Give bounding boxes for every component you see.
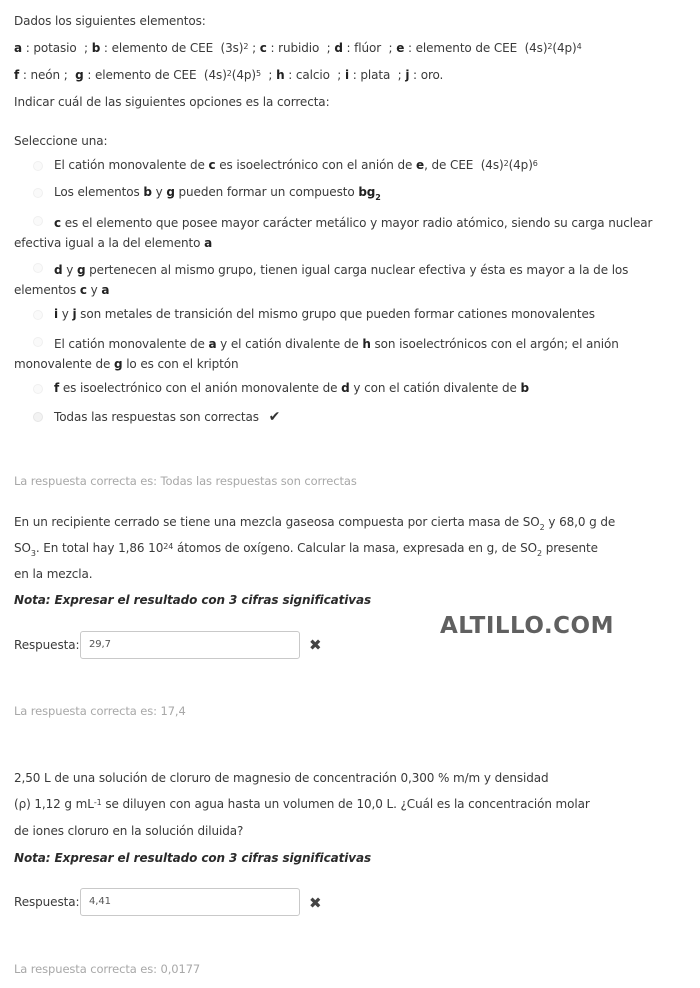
option-5[interactable]: i y j son metales de transición del mismo grupo que pueden formar cationes monovalentes <box>54 307 595 321</box>
option-1[interactable]: El catión monovalente de c es isoelectrónico con el anión de e, de CEE $(4s)^2(4p)^6$ <box>54 158 538 172</box>
q2-text-line-1: En un recipiente cerrado se tiene una mezcla gaseosa compuesta por cierta masa de $SO_2$ y 68,0 g de <box>14 515 616 532</box>
option-4[interactable]: d y g pertenecen al mismo grupo, tienen igual carga nuclear efectiva y ésta es mayor a la de los elementos c y a <box>14 263 629 297</box>
q2-text-line-3: en la mezcla. <box>14 567 93 581</box>
option-7[interactable]: f es isoelectrónico con el anión monovalente de d y con el catión divalente de b <box>54 381 529 395</box>
option-radio-5[interactable] <box>33 310 43 320</box>
q3-text-line-1: 2,50 L de una solución de cloruro de magnesio de concentración 0,300 % m/m y densidad <box>14 771 549 785</box>
incorrect-icon: ✖ <box>309 636 322 654</box>
q3-nota: Nota: Expresar el resultado con 3 cifras significativas <box>14 851 371 865</box>
incorrect-icon: ✖ <box>309 894 322 912</box>
q3-correct-answer: La respuesta correcta es: 0,0177 <box>14 962 201 976</box>
option-8-label: Todas las respuestas son correctas <box>54 410 259 424</box>
q1-instruction: Indicar cuál de las siguientes opciones es la correcta: <box>14 95 330 109</box>
q2-correct-answer: La respuesta correcta es: 17,4 <box>14 704 186 718</box>
q3-answer-input[interactable]: 4,41 <box>80 888 300 916</box>
q1-select-label: Seleccione una: <box>14 134 108 148</box>
option-2[interactable]: Los elementos b y g pueden formar un compuesto $bg_2$ <box>54 185 381 202</box>
q2-answer-input[interactable]: 29,7 <box>80 631 300 659</box>
q1-correct-answer: La respuesta correcta es: Todas las respuestas son correctas <box>14 474 357 488</box>
q3-text-line-2: (ρ) 1,12 g $mL^{-1}$ se diluyen con agua hasta un volumen de 10,0 L. ¿Cuál es la concentración molar <box>14 797 590 811</box>
option-6[interactable]: El catión monovalente de a y el catión divalente de h son isoelectrónicos con el argón; el anión monovalente de g lo es con el kriptón <box>14 337 619 371</box>
q1-intro: Dados los siguientes elementos: <box>14 14 206 28</box>
q3-text-line-3: de iones cloruro en la solución diluida? <box>14 824 244 838</box>
option-3[interactable]: c es el elemento que posee mayor carácter metálico y mayor radio atómico, siendo su carga nuclear efectiva igual a la del elemento a <box>14 216 653 250</box>
check-icon: ✔ <box>268 409 281 425</box>
option-8[interactable] <box>54 409 280 425</box>
q1-elements-line-1: a : potasio ; b : elemento de CEE $(3s)^2$ ; c : rubidio ; d : flúor ; e : elemento de CEE $(4s)^2(4p)^4$ <box>14 41 582 55</box>
q3-respuesta-label: Respuesta: <box>14 895 80 909</box>
q2-text-line-2: $SO_3$. En total hay 1,86 $10^{24}$ átomos de oxígeno. Calcular la masa, expresada en g, de $SO_2$ presente <box>14 541 598 558</box>
watermark: ALTILLO.COM <box>440 613 614 639</box>
option-radio-8[interactable] <box>33 412 43 422</box>
option-radio-1[interactable] <box>33 161 43 171</box>
option-radio-7[interactable] <box>33 384 43 394</box>
option-radio-2[interactable] <box>33 188 43 198</box>
q2-nota: Nota: Expresar el resultado con 3 cifras significativas <box>14 593 371 607</box>
q1-elements-line-2: f : neón ; g : elemento de CEE $(4s)^2(4p)^5$ ; h : calcio ; i : plata ; j : oro. <box>14 68 444 82</box>
q2-respuesta-label: Respuesta: <box>14 638 80 652</box>
